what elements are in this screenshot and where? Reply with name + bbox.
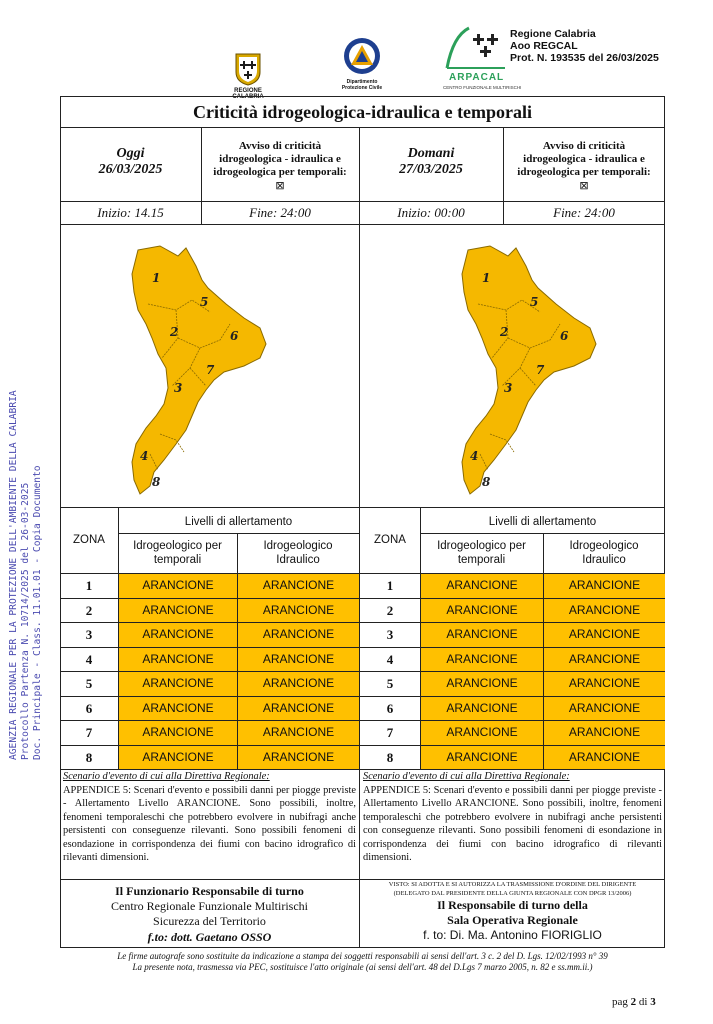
scenario-tomorrow-text: APPENDICE 5: Scenari d'evento e possibili danni per piogge previste - Allertamento Livello ARANCIONE. Sono possibili, inoltre, fenomeni temporaleschi che potrebbero evolvere in nubifragi anche persistenti con conseguenze rilevanti. Sono possibili fenomeni di esondazione in corrispondenza dei fiumi con bacino idrografico di rilevanti dimensioni. [363,784,662,863]
level-temporali-cell: ARANCIONE [119,697,237,721]
alert-table-tomorrow [360,507,665,769]
page-current: 2 [630,996,637,1008]
level-temporali-cell: ARANCIONE [421,672,543,696]
signature-right [360,881,665,943]
livelli-header: Livelli di allertamento [488,516,597,528]
level-idraulico-cell: ARANCIONE [544,648,665,672]
map-tomorrow-zone-1: 1 [482,271,491,285]
today-avviso-line-1: Avviso di criticità [238,140,322,152]
footer-line-1: Le firme autografe sono sostituite da indicazione a stampa dei soggetti responsabili ai sensi dell'art. 3 c. 2 del D. Lgs. 12/02/1993 n° 39 [117,951,608,961]
alert-table-today [60,507,359,769]
map-today-zone-4: 4 [140,449,149,463]
map-tomorrow-zone-6: 6 [560,329,569,343]
level-temporali-cell: ARANCIONE [421,574,543,598]
col-temporali-line-1: Idrogeologico per [133,540,222,552]
col-temporali-line-2: temporali [153,554,202,566]
watermark-line-1: AGENZIA REGIONALE PER LA PROTEZIONE DELL'AMBIENTE DELLA CALABRIA [8,390,19,760]
level-idraulico-cell: ARANCIONE [238,672,359,696]
level-idraulico-cell: ARANCIONE [238,746,359,770]
signature-left [60,884,359,945]
level-idraulico-cell: ARANCIONE [544,672,665,696]
scenario-today [63,770,356,865]
zone-cell: 1 [386,578,394,593]
zone-cell: 4 [85,651,93,667]
zone-cell: 5 [85,676,93,691]
level-idraulico-cell: ARANCIONE [544,697,665,721]
zone-cell: 6 [85,700,93,716]
protocol-line-2: Aoo REGCAL [510,40,578,52]
sig-left-l2: Centro Regionale Funzionale Multirischi [111,899,308,913]
footer-note [60,951,665,973]
tomorrow-avviso-line-3: idrogeologica per temporali: [517,166,651,178]
map-today-zone-5: 5 [200,295,209,309]
today-start: Inizio: 14.15 [97,205,164,220]
footer-line-2: La presente nota, trasmessa via PEC, sostituisce l'atto originale (ai sensi dell'art. 48 del D.Lgs 7 marzo 2005, n. 82 e ss.mm.ii.) [132,962,593,972]
level-idraulico-cell: ARANCIONE [238,721,359,745]
map-today-zone-8: 8 [152,475,161,489]
zone-cell: 7 [85,725,93,740]
zona-header: ZONA [374,534,406,546]
livelli-header: Livelli di allertamento [184,516,293,528]
arpacal-emblem-icon [443,24,509,72]
level-temporali-cell: ARANCIONE [119,623,237,647]
sig-left-role: Il Funzionario Responsabile di turno [115,884,304,898]
map-today [120,240,300,500]
map-tomorrow-zone-5: 5 [530,295,539,309]
sig-right-visto-1: VISTO: SI ADOTTA E SI AUTORIZZA LA TRASMISSIONE D'ORDINE DEL DIRIGENTE [388,881,637,888]
level-temporali-cell: ARANCIONE [421,721,543,745]
level-idraulico-cell: ARANCIONE [238,574,359,598]
protocol-line-1: Regione Calabria [510,28,596,40]
col-temporali-header [420,539,543,567]
arpacal-subtitle: CENTRO FUNZIONALE MULTIRISCHI [443,85,522,90]
zone-cell: 5 [386,676,394,691]
map-tomorrow-zone-3: 3 [504,381,513,395]
watermark-line-3: Doc. Principale - Class. 11.01.01 - Copia Documento [32,465,43,760]
zone-cell: 1 [85,578,93,593]
level-temporali-cell: ARANCIONE [421,599,543,623]
zone-cell: 2 [386,602,394,618]
zone-cell: 8 [386,749,394,765]
protezione-civile-emblem-icon [342,36,382,76]
zone-cell: 3 [85,627,93,642]
map-tomorrow-zone-2: 2 [500,325,509,339]
level-temporali-cell: ARANCIONE [421,697,543,721]
tomorrow-avviso-line-1: Avviso di criticità [542,140,626,152]
page-label: pag [612,996,628,1008]
map-today-zone-7: 7 [206,363,215,377]
today-avviso-line-2: idrogeologica - idraulica e [219,153,341,165]
level-temporali-cell: ARANCIONE [119,672,237,696]
level-temporali-cell: ARANCIONE [421,648,543,672]
map-tomorrow-zone-4: 4 [470,449,479,463]
col-temporali-line-2: temporali [457,554,506,566]
sig-left-l3: Sicurezza del Territorio [153,914,266,928]
map-today-zone-1: 1 [152,271,161,285]
sig-right-role-1: Il Responsabile di turno della [437,898,588,912]
level-idraulico-cell: ARANCIONE [238,648,359,672]
tomorrow-end: Fine: 24:00 [553,205,615,220]
logo2-label-2: Protezione Civile [341,85,383,91]
level-idraulico-cell: ARANCIONE [238,623,359,647]
tomorrow-header [359,146,503,178]
level-idraulico-cell: ARANCIONE [544,599,665,623]
level-idraulico-cell: ARANCIONE [238,697,359,721]
tomorrow-start: Inizio: 00:00 [397,205,465,220]
col-idraulico-line-2: Idraulico [582,554,626,566]
zone-cell: 3 [386,627,394,642]
map-tomorrow-zone-7: 7 [536,363,545,377]
logo1-label: REGIONE CALABRIA [232,88,264,100]
watermark-line-2: Protocollo Partenza N. 10714/2025 del 26-03-2025 [20,482,31,760]
logo2-label-1: Dipartimento [346,79,378,85]
col-idraulico-header [237,539,359,567]
level-temporali-cell: ARANCIONE [421,623,543,647]
zone-cell: 4 [386,651,394,667]
side-watermark [2,300,52,760]
today-avviso-checkbox: ⊠ [275,179,285,192]
level-temporali-cell: ARANCIONE [119,746,237,770]
tomorrow-label: Domani [407,146,455,161]
map-today-zone-6: 6 [230,329,239,343]
col-idraulico-line-2: Idraulico [276,554,320,566]
level-temporali-cell: ARANCIONE [119,574,237,598]
level-temporali-cell: ARANCIONE [119,599,237,623]
level-temporali-cell: ARANCIONE [119,721,237,745]
zone-cell: 7 [386,725,394,740]
zone-cell: 2 [85,602,93,618]
scenario-tomorrow-heading: Scenario d'evento di cui alla Direttiva Regionale: [363,771,570,782]
page-sep: di [638,996,648,1008]
level-idraulico-cell: ARANCIONE [544,623,665,647]
tomorrow-avviso-line-2: idrogeologica - idraulica e [523,153,645,165]
level-idraulico-cell: ARANCIONE [544,574,665,598]
today-date: 26/03/2025 [98,162,163,177]
level-idraulico-cell: ARANCIONE [544,721,665,745]
tomorrow-date: 27/03/2025 [399,162,463,177]
sig-left-name: f.to: dott. Gaetano OSSO [147,930,272,944]
arpacal-logo [443,24,522,92]
col-temporali-header [118,539,237,567]
col-idraulico-line-1: Idrogeologico [569,540,639,552]
protocol-stamp [510,28,659,64]
protocol-line-3: Prot. N. 193535 del 26/03/2025 [510,52,659,64]
bulletin-title: Criticità idrogeologica-idraulica e temporali [60,96,665,128]
level-temporali-cell: ARANCIONE [421,746,543,770]
today-label: Oggi [116,146,145,161]
scenario-today-text: APPENDICE 5: Scenari d'evento e possibili danni per piogge previste - Allertamento Livello ARANCIONE. Sono possibili, inoltre, fenomeni temporaleschi che potrebbero evolvere in nubifragi anche persistenti con conseguenze rilevanti. Sono possibili fenomeni di esondazione in corrispondenza dei fiumi con bacino idrografico di rilevanti dimensioni. [63,784,356,863]
level-idraulico-cell: ARANCIONE [238,599,359,623]
today-end: Fine: 24:00 [249,205,311,220]
col-temporali-line-1: Idrogeologico per [437,540,526,552]
today-avviso-line-3: idrogeologica per temporali: [213,166,347,178]
sig-right-visto-2: (DELEGATO DAL PRESIDENTE DELLA GIUNTA REGIONALE CON DPGR 13/2006) [393,890,632,897]
level-temporali-cell: ARANCIONE [119,648,237,672]
protezione-civile-logo [330,36,394,91]
col-idraulico-line-1: Idrogeologico [263,540,333,552]
today-header [60,146,201,178]
page-total: 3 [650,996,656,1008]
tomorrow-avviso [503,140,665,192]
map-tomorrow [450,240,630,500]
map-tomorrow-zone-8: 8 [482,475,491,489]
page-number [612,996,656,1008]
sig-right-name: f. to: Di. Ma. Antonino FIORIGLIO [423,928,602,942]
zona-header: ZONA [73,534,105,546]
zone-cell: 6 [386,700,394,716]
map-today-zone-3: 3 [174,381,183,395]
scenario-today-heading: Scenario d'evento di cui alla Direttiva Regionale: [63,771,270,782]
tomorrow-avviso-checkbox: ⊠ [579,179,589,192]
scenario-tomorrow [363,770,662,865]
zone-cell: 8 [85,749,93,765]
level-idraulico-cell: ARANCIONE [544,746,665,770]
regione-calabria-crest-icon [234,52,262,86]
regione-calabria-logo [222,52,274,100]
today-avviso [201,140,359,192]
arpacal-name: ARPACAL [449,72,505,83]
col-idraulico-header [543,539,665,567]
sig-right-role-2: Sala Operativa Regionale [447,913,578,927]
map-today-zone-2: 2 [170,325,179,339]
